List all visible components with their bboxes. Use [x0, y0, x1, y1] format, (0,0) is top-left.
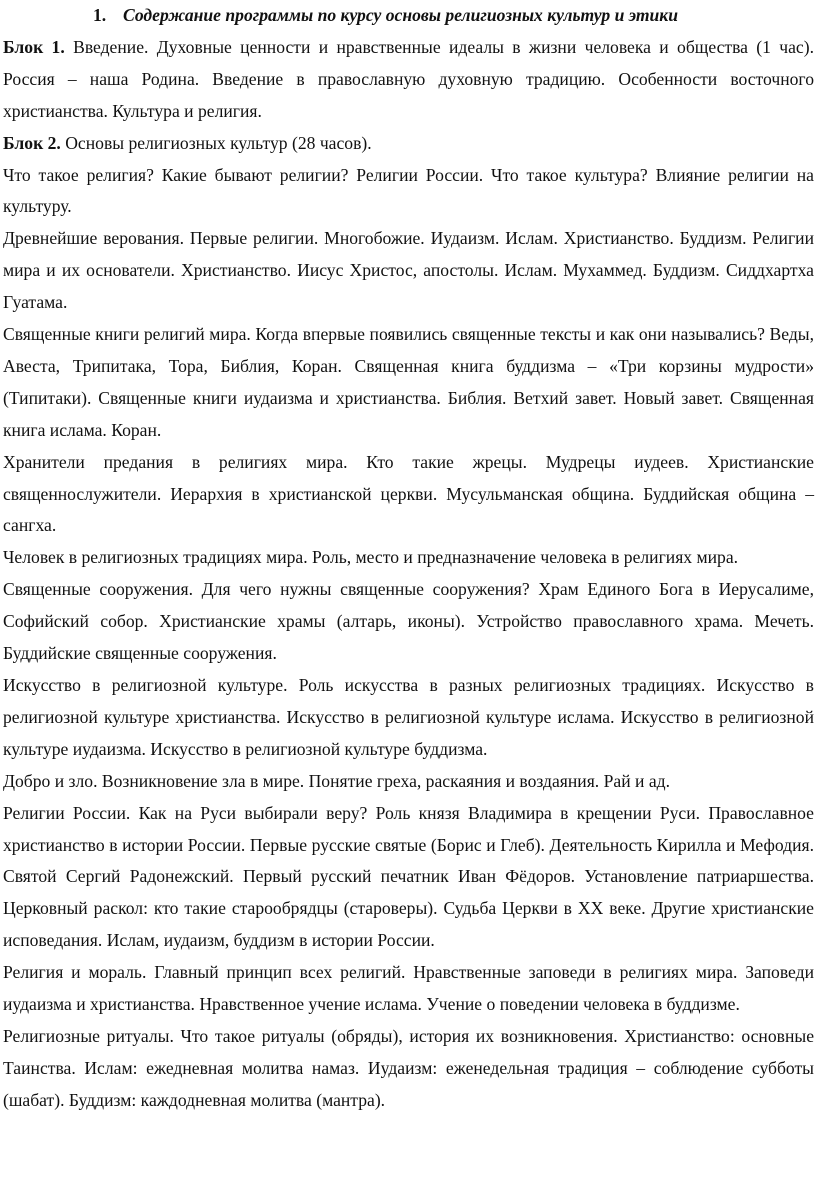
paragraph-religions-of-russia: Религии России. Как на Руси выбирали веру? Роль князя Владимира в крещении Руси. Православное христианство в истории России. Первые русские святые (Борис и Глеб). Деятельность Кирилла и Мефодия. Святой Сергий Радонежский. Первый русский печатник Иван Фёдоров. Установление патриаршества. Церковный раскол: кто такие старообрядцы (староверы). Судьба Церкви в XX веке. Другие христианские исповедания. Ислам, иудаизм, буддизм в истории России.	[3, 802, 814, 951]
paragraph-human-in-religion: Человек в религиозных традициях мира. Роль, место и предназначение человека в религиях мира.	[3, 547, 739, 568]
paragraph-good-and-evil: Добро и зло. Возникновение зла в мире. Понятие греха, раскаяния и воздаяния. Рай и ад.	[3, 770, 670, 791]
paragraph-religious-art: Искусство в религиозной культуре. Роль искусства в разных религиозных традициях. Искусство в религиозной культуре христианства. Искусство в религиозной культуре ислама. Искусство в религиозной культуре иудаизма. Искусство в религиозной культуре буддизма.	[3, 675, 814, 759]
paragraph-ancient-beliefs: Древнейшие верования. Первые религии. Многобожие. Иудаизм. Ислам. Христианство. Буддизм. Религии мира и их основатели. Христианство. Иисус Христос, апостолы. Ислам. Мухаммед. Буддизм. Сиддхартха Гуатама.	[3, 228, 814, 313]
paragraph-sacred-buildings: Священные сооружения. Для чего нужны священные сооружения? Храм Единого Бога в Иерусалиме, Софийский собор. Христианские храмы (алтарь, иконы). Устройство православного храма. Мечеть. Буддийские священные сооружения.	[3, 579, 814, 664]
block-2-text: Основы религиозных культур (28 часов).	[65, 132, 372, 153]
block-2-label: Блок 2.	[3, 132, 61, 153]
section-title: Содержание программы по курсу основы религиозных культур и этики	[123, 5, 679, 25]
paragraph-religion-and-morality: Религия и мораль. Главный принцип всех религий. Нравственные заповеди в религиях мира. Заповеди иудаизма и христианства. Нравственное учение ислама. Учение о поведении человека в буддизме.	[3, 962, 814, 1015]
paragraph-religious-rituals: Религиозные ритуалы. Что такое ритуалы (обряды), история их возникновения. Христианство: основные Таинства. Ислам: ежедневная молитва намаз. Иудаизм: еженедельная традиция – соблюдение субботы (шабат). Буддизм: каждодневная молитва (мантра).	[3, 1025, 814, 1110]
block-2-paragraph	[3, 128, 814, 160]
block-1-text: Введение. Духовные ценности и нравственные идеалы в жизни человека и общества (1 час). Россия – наша Родина. Введение в православную духовную традицию. Особенности восточного христианства. Культура и религия.	[3, 36, 814, 121]
block-1-label: Блок 1.	[3, 36, 65, 57]
section-number: 1.	[93, 5, 107, 25]
block-1-paragraph	[3, 32, 814, 128]
paragraph-sacred-books: Священные книги религий мира. Когда впервые появились священные тексты и как они назывались? Веды, Авеста, Трипитака, Тора, Библия, Коран. Священная книга буддизма – «Три корзины мудрости» (Типитаки). Священные книги иудаизма и христианства. Библия. Ветхий завет. Новый завет. Священная книга ислама. Коран.	[3, 324, 814, 440]
section-heading	[3, 0, 814, 32]
paragraph-religion-intro: Что такое религия? Какие бывают религии? Религии России. Что такое культура? Влияние религии на культуру.	[3, 164, 814, 217]
paragraph-keepers-of-tradition: Хранители предания в религиях мира. Кто такие жрецы. Мудрецы иудеев. Христианские священнослужители. Иерархия в христианской церкви. Мусульманская община. Буддийская община – сангха.	[3, 451, 814, 536]
